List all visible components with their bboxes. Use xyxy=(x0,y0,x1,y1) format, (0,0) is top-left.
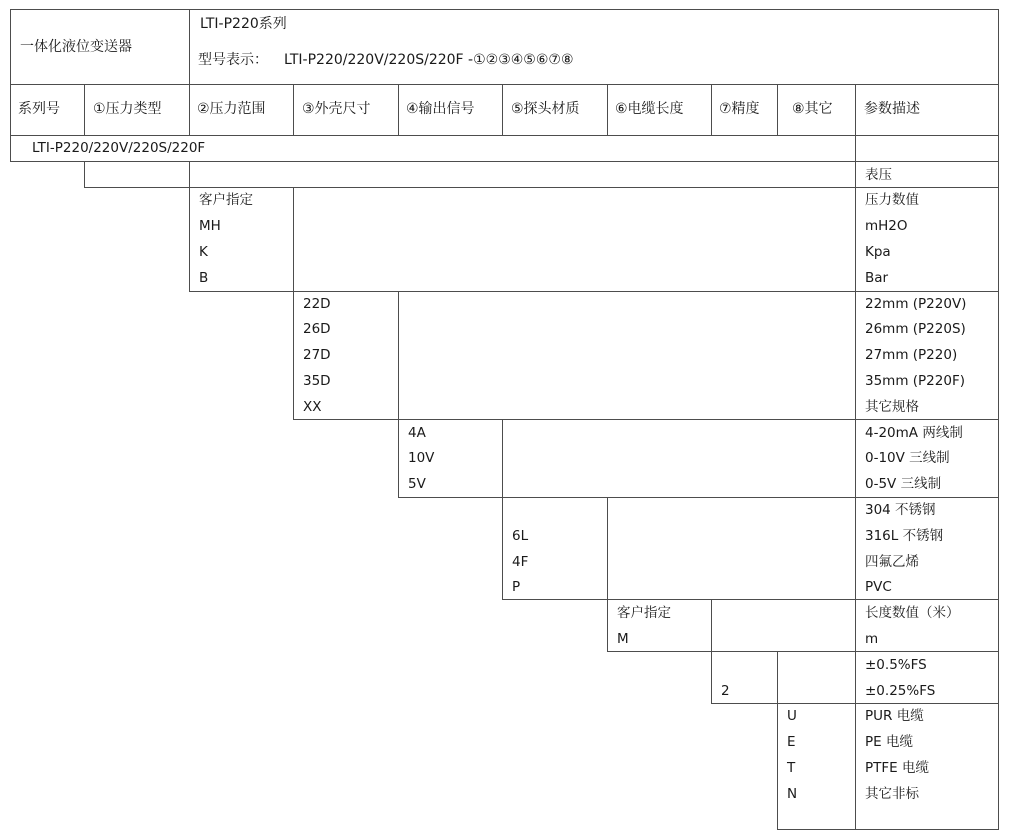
grid-line-v xyxy=(502,84,503,135)
header-housing-size: ③外壳尺寸 xyxy=(302,101,371,117)
grid-line-h xyxy=(10,161,999,162)
option-code: 35D xyxy=(303,372,331,389)
section-probe-material-divider xyxy=(607,497,608,599)
header-pressure-range: ②压力范围 xyxy=(197,101,266,117)
section-pressure-type-bottom xyxy=(84,187,999,188)
series-title: LTI-P220系列 xyxy=(200,16,287,32)
grid-line-v xyxy=(398,84,399,135)
option-code: 26D xyxy=(303,321,331,338)
section-cable-length-left xyxy=(607,599,608,651)
section-pressure-range-divider xyxy=(293,187,294,291)
grid-line-v xyxy=(189,84,190,135)
option-code: 10V xyxy=(408,450,435,467)
option-description: 26mm (P220S) xyxy=(865,321,966,338)
grid-line-v xyxy=(607,84,608,135)
option-description: 304 不锈钢 xyxy=(865,501,936,518)
option-code: T xyxy=(787,759,796,776)
grid-line-v xyxy=(10,9,11,161)
option-description: mH2O xyxy=(865,218,908,235)
option-code: 5V xyxy=(408,476,426,493)
option-code: U xyxy=(787,708,797,725)
option-description: Bar xyxy=(865,269,889,286)
option-description: 4-20mA 两线制 xyxy=(865,424,963,441)
series-code: LTI-P220/220V/220S/220F xyxy=(32,140,206,156)
option-description: 22mm (P220V) xyxy=(865,295,967,312)
option-code: XX xyxy=(303,398,322,415)
option-code: 2 xyxy=(721,682,730,699)
header-series-no: 系列号 xyxy=(18,101,60,117)
option-description: 其它非标 xyxy=(865,785,919,802)
grid-line-h xyxy=(10,135,999,136)
section-output-signal-left xyxy=(398,419,399,497)
section-other-divider xyxy=(855,703,856,829)
section-output-signal-bottom xyxy=(398,497,999,498)
option-code: B xyxy=(199,269,209,286)
section-accuracy-divider xyxy=(777,651,778,703)
option-description: 表压 xyxy=(865,166,892,183)
option-description: 0-10V 三线制 xyxy=(865,450,950,467)
section-pressure-type-left xyxy=(84,161,85,187)
option-code: K xyxy=(199,243,208,260)
section-probe-material-left xyxy=(502,497,503,599)
grid-line-v xyxy=(855,84,856,135)
option-code: 客户指定 xyxy=(617,605,671,622)
option-description: PTFE 电缆 xyxy=(865,759,929,776)
option-description: PVC xyxy=(865,579,892,596)
section-output-signal-divider xyxy=(502,419,503,497)
option-code: 4F xyxy=(512,553,529,570)
header-cable-length: ⑥电缆长度 xyxy=(615,101,684,117)
grid-line-v xyxy=(84,84,85,135)
section-accuracy-left xyxy=(711,651,712,703)
product-name: 一体化液位变送器 xyxy=(20,39,132,55)
header-accuracy: ⑦精度 xyxy=(719,101,760,117)
section-pressure-range-bottom xyxy=(189,291,999,292)
option-code: M xyxy=(617,630,629,647)
option-description: 316L 不锈钢 xyxy=(865,527,944,544)
option-code: N xyxy=(787,785,798,802)
option-description: PUR 电缆 xyxy=(865,708,924,725)
grid-line-h xyxy=(10,84,999,85)
section-probe-material-bottom xyxy=(502,599,999,600)
option-description: m xyxy=(865,630,879,647)
header-description: 参数描述 xyxy=(864,101,920,117)
option-code: MH xyxy=(199,218,221,235)
grid-line-v xyxy=(293,84,294,135)
option-description: Kpa xyxy=(865,243,891,260)
option-description: 长度数值（米） xyxy=(865,605,960,622)
option-code: 27D xyxy=(303,347,331,364)
option-description: 其它规格 xyxy=(865,398,919,415)
model-pattern: LTI-P220/220V/220S/220F -①②③④⑤⑥⑦⑧ xyxy=(284,52,574,68)
grid-line-v xyxy=(189,9,190,84)
option-description: 四氟乙烯 xyxy=(865,553,919,570)
grid-line-v xyxy=(777,84,778,135)
option-description: 0-5V 三线制 xyxy=(865,476,942,493)
option-code: P xyxy=(512,579,521,596)
option-description: PE 电缆 xyxy=(865,734,913,751)
option-description: ±0.25%FS xyxy=(865,682,936,699)
option-description: ±0.5%FS xyxy=(865,656,927,673)
header-other: ⑧其它 xyxy=(792,101,833,117)
grid-line-v xyxy=(711,84,712,135)
section-other-left xyxy=(777,703,778,829)
section-pressure-range-left xyxy=(189,187,190,291)
grid-line-h xyxy=(10,9,999,10)
option-code: 4A xyxy=(408,424,426,441)
option-description: 压力数值 xyxy=(865,192,919,209)
option-description: 35mm (P220F) xyxy=(865,372,965,389)
section-housing-size-divider xyxy=(398,291,399,419)
option-code: 6L xyxy=(512,527,529,544)
section-pressure-type-divider xyxy=(189,161,190,187)
section-cable-length-divider xyxy=(711,599,712,651)
section-other-bottom xyxy=(777,829,999,830)
header-probe-material: ⑤探头材质 xyxy=(511,101,580,117)
header-output-signal: ④输出信号 xyxy=(406,101,475,117)
section-housing-size-left xyxy=(293,291,294,419)
option-description: 27mm (P220) xyxy=(865,347,958,364)
option-code: 客户指定 xyxy=(199,192,253,209)
model-label: 型号表示： xyxy=(198,52,268,68)
option-code: E xyxy=(787,734,796,751)
section-cable-length-bottom xyxy=(607,651,999,652)
option-code: 22D xyxy=(303,295,331,312)
header-pressure-type: ①压力类型 xyxy=(93,101,162,117)
